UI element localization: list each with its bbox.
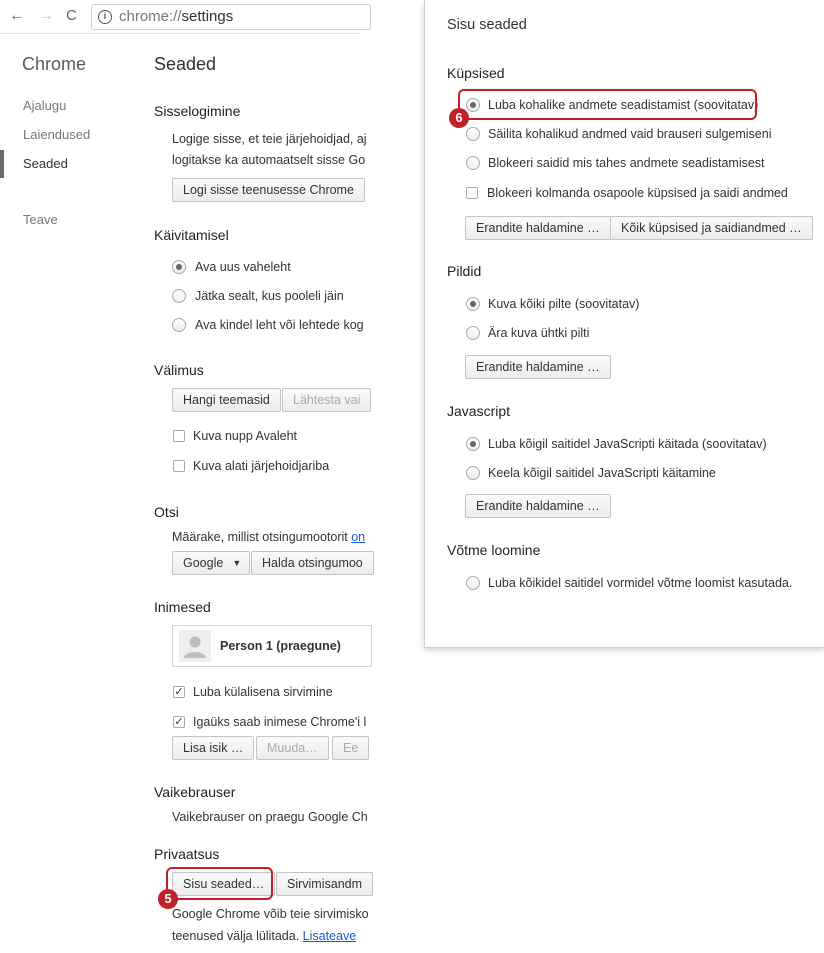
cookies-option-label: Luba kohalike andmete seadistamist (soovitatav) [488,98,759,112]
info-icon[interactable]: i [98,10,112,24]
dialog-title: Sisu seaded [447,17,527,33]
startup-option-label: Ava uus vaheleht [195,260,291,274]
default-browser-heading: Vaikebrauser [154,784,236,800]
remove-person-button[interactable]: Ee [332,736,369,760]
keygen-option-label: Luba kõikidel saitidel vormidel võtme loomist kasutada. [488,576,793,590]
images-heading: Pildid [447,263,482,279]
all-cookies-button[interactable]: Kõik küpsised ja saidiandmed … [610,216,813,240]
block-third-party-checkbox[interactable] [466,187,478,199]
images-option-label: Kuva kõiki pilte (soovitatav) [488,297,640,311]
startup-radio-specific[interactable] [172,318,186,332]
keygen-heading: Võtme loomine [447,542,541,558]
javascript-radio-block[interactable] [466,466,480,480]
sidebar-item-about[interactable]: Teave [23,212,58,227]
settings-page [0,0,369,953]
back-icon[interactable]: ← [9,7,25,24]
sidebar-item-extensions[interactable]: Laiendused [23,127,91,142]
cookies-option-label: Blokeeri saidid mis tahes andmete seadistamisest [488,156,765,170]
edit-person-button[interactable]: Muuda… [256,736,329,760]
signin-heading: Sisselogimine [154,103,241,119]
signin-text-line2: logitakse ka automaatselt sisse Go [172,153,366,167]
startup-radio-new-tab[interactable] [172,260,186,274]
privacy-heading: Privaatsus [154,846,220,862]
chevron-down-icon: ▼ [232,558,242,568]
images-option-label: Ära kuva ühtki pilti [488,326,590,340]
avatar [179,630,211,662]
sidebar-title: Chrome [22,54,87,74]
url-path: settings [181,8,234,25]
signin-button[interactable]: Logi sisse teenusesse Chrome [172,178,365,202]
learn-more-link[interactable]: Lisateave [302,929,357,943]
javascript-exceptions-button[interactable]: Erandite haldamine … [465,494,611,518]
keygen-radio-allow[interactable] [466,576,480,590]
images-radio-none[interactable] [466,326,480,340]
startup-option-label: Jätka sealt, kus pooleli jäin [195,289,344,303]
bookmarks-bar-checkbox[interactable] [173,460,185,472]
reset-theme-button[interactable]: Lähtesta vai [282,388,371,412]
guest-checkbox[interactable]: ✓ [174,686,184,698]
search-heading: Otsi [154,504,179,520]
cookies-exceptions-button[interactable]: Erandite haldamine … [465,216,611,240]
page-title: Seaded [154,54,217,74]
privacy-text-line2: teenused välja lülitada. [172,929,303,943]
home-button-checkbox[interactable] [173,430,185,442]
address-bar [0,0,359,34]
get-themes-button[interactable]: Hangi teemasid [172,388,281,412]
add-person-button[interactable]: Lisa isik … [172,736,254,760]
people-list [172,625,372,667]
privacy-text-line1: Google Chrome võib teie sirvimisko [172,907,369,921]
javascript-heading: Javascript [447,403,511,419]
javascript-option-label: Keela kõigil saitidel JavaScripti käitamine [488,466,716,480]
images-radio-show-all[interactable] [466,297,480,311]
home-button-label: Kuva nupp Avaleht [193,429,298,443]
cookies-heading: Küpsised [447,65,505,81]
search-text: Määrake, millist otsingumootorit [172,530,352,544]
javascript-radio-allow[interactable] [466,437,480,451]
cookies-radio-block[interactable] [466,156,480,170]
search-link[interactable]: on [351,530,366,544]
people-heading: Inimesed [154,599,211,615]
signin-text-line1: Logige sisse, et teie järjehoidjad, aj [172,132,367,146]
url-input[interactable] [91,4,371,30]
callout-badge: 5 [158,889,178,909]
reload-icon[interactable]: C [66,7,77,24]
javascript-option-label: Luba kõigil saitidel JavaScripti käitada (soovitatav) [488,437,767,451]
url-scheme: chrome:// [119,8,182,25]
bookmarks-bar-label: Kuva alati järjehoidjariba [193,459,330,473]
appearance-heading: Välimus [154,362,204,378]
person-icon [179,630,211,662]
block-third-party-label: Blokeeri kolmanda osapoole küpsised ja saidi andmed [487,186,788,200]
cookies-radio-session[interactable] [466,127,480,141]
sidebar-item-history[interactable]: Ajalugu [23,98,67,113]
search-engine-select[interactable] [172,551,250,575]
callout-highlight-allow-local-data [458,89,757,120]
callout-badge: 6 [449,108,469,128]
content-settings-button[interactable]: Sisu seaded… [172,872,275,896]
guest-label: Luba külalisena sirvimine [193,685,333,699]
anyone-add-label: Igaüks saab inimese Chrome'i l [193,715,367,729]
startup-option-label: Ava kindel leht või lehtede kog [195,318,364,332]
default-browser-text: Vaikebrauser on praegu Google Ch [172,810,368,824]
search-engine-value: Google [183,556,224,570]
manage-search-engines-button[interactable]: Halda otsingumoo [251,551,374,575]
cookies-option-label: Säilita kohalikud andmed vaid brauseri sulgemiseni [488,127,772,141]
startup-heading: Käivitamisel [154,227,229,243]
sidebar-item-settings[interactable]: Seaded [23,156,68,171]
person-name[interactable]: Person 1 (praegune) [220,639,341,653]
clear-browsing-data-button[interactable]: Sirvimisandm [276,872,373,896]
forward-icon[interactable]: → [38,7,54,24]
anyone-add-checkbox[interactable]: ✓ [174,716,184,728]
sidebar-active-marker [0,150,4,178]
content-settings-dialog [424,0,824,648]
startup-radio-continue[interactable] [172,289,186,303]
images-exceptions-button[interactable]: Erandite haldamine … [465,355,611,379]
callout-highlight-content-settings [166,867,273,900]
